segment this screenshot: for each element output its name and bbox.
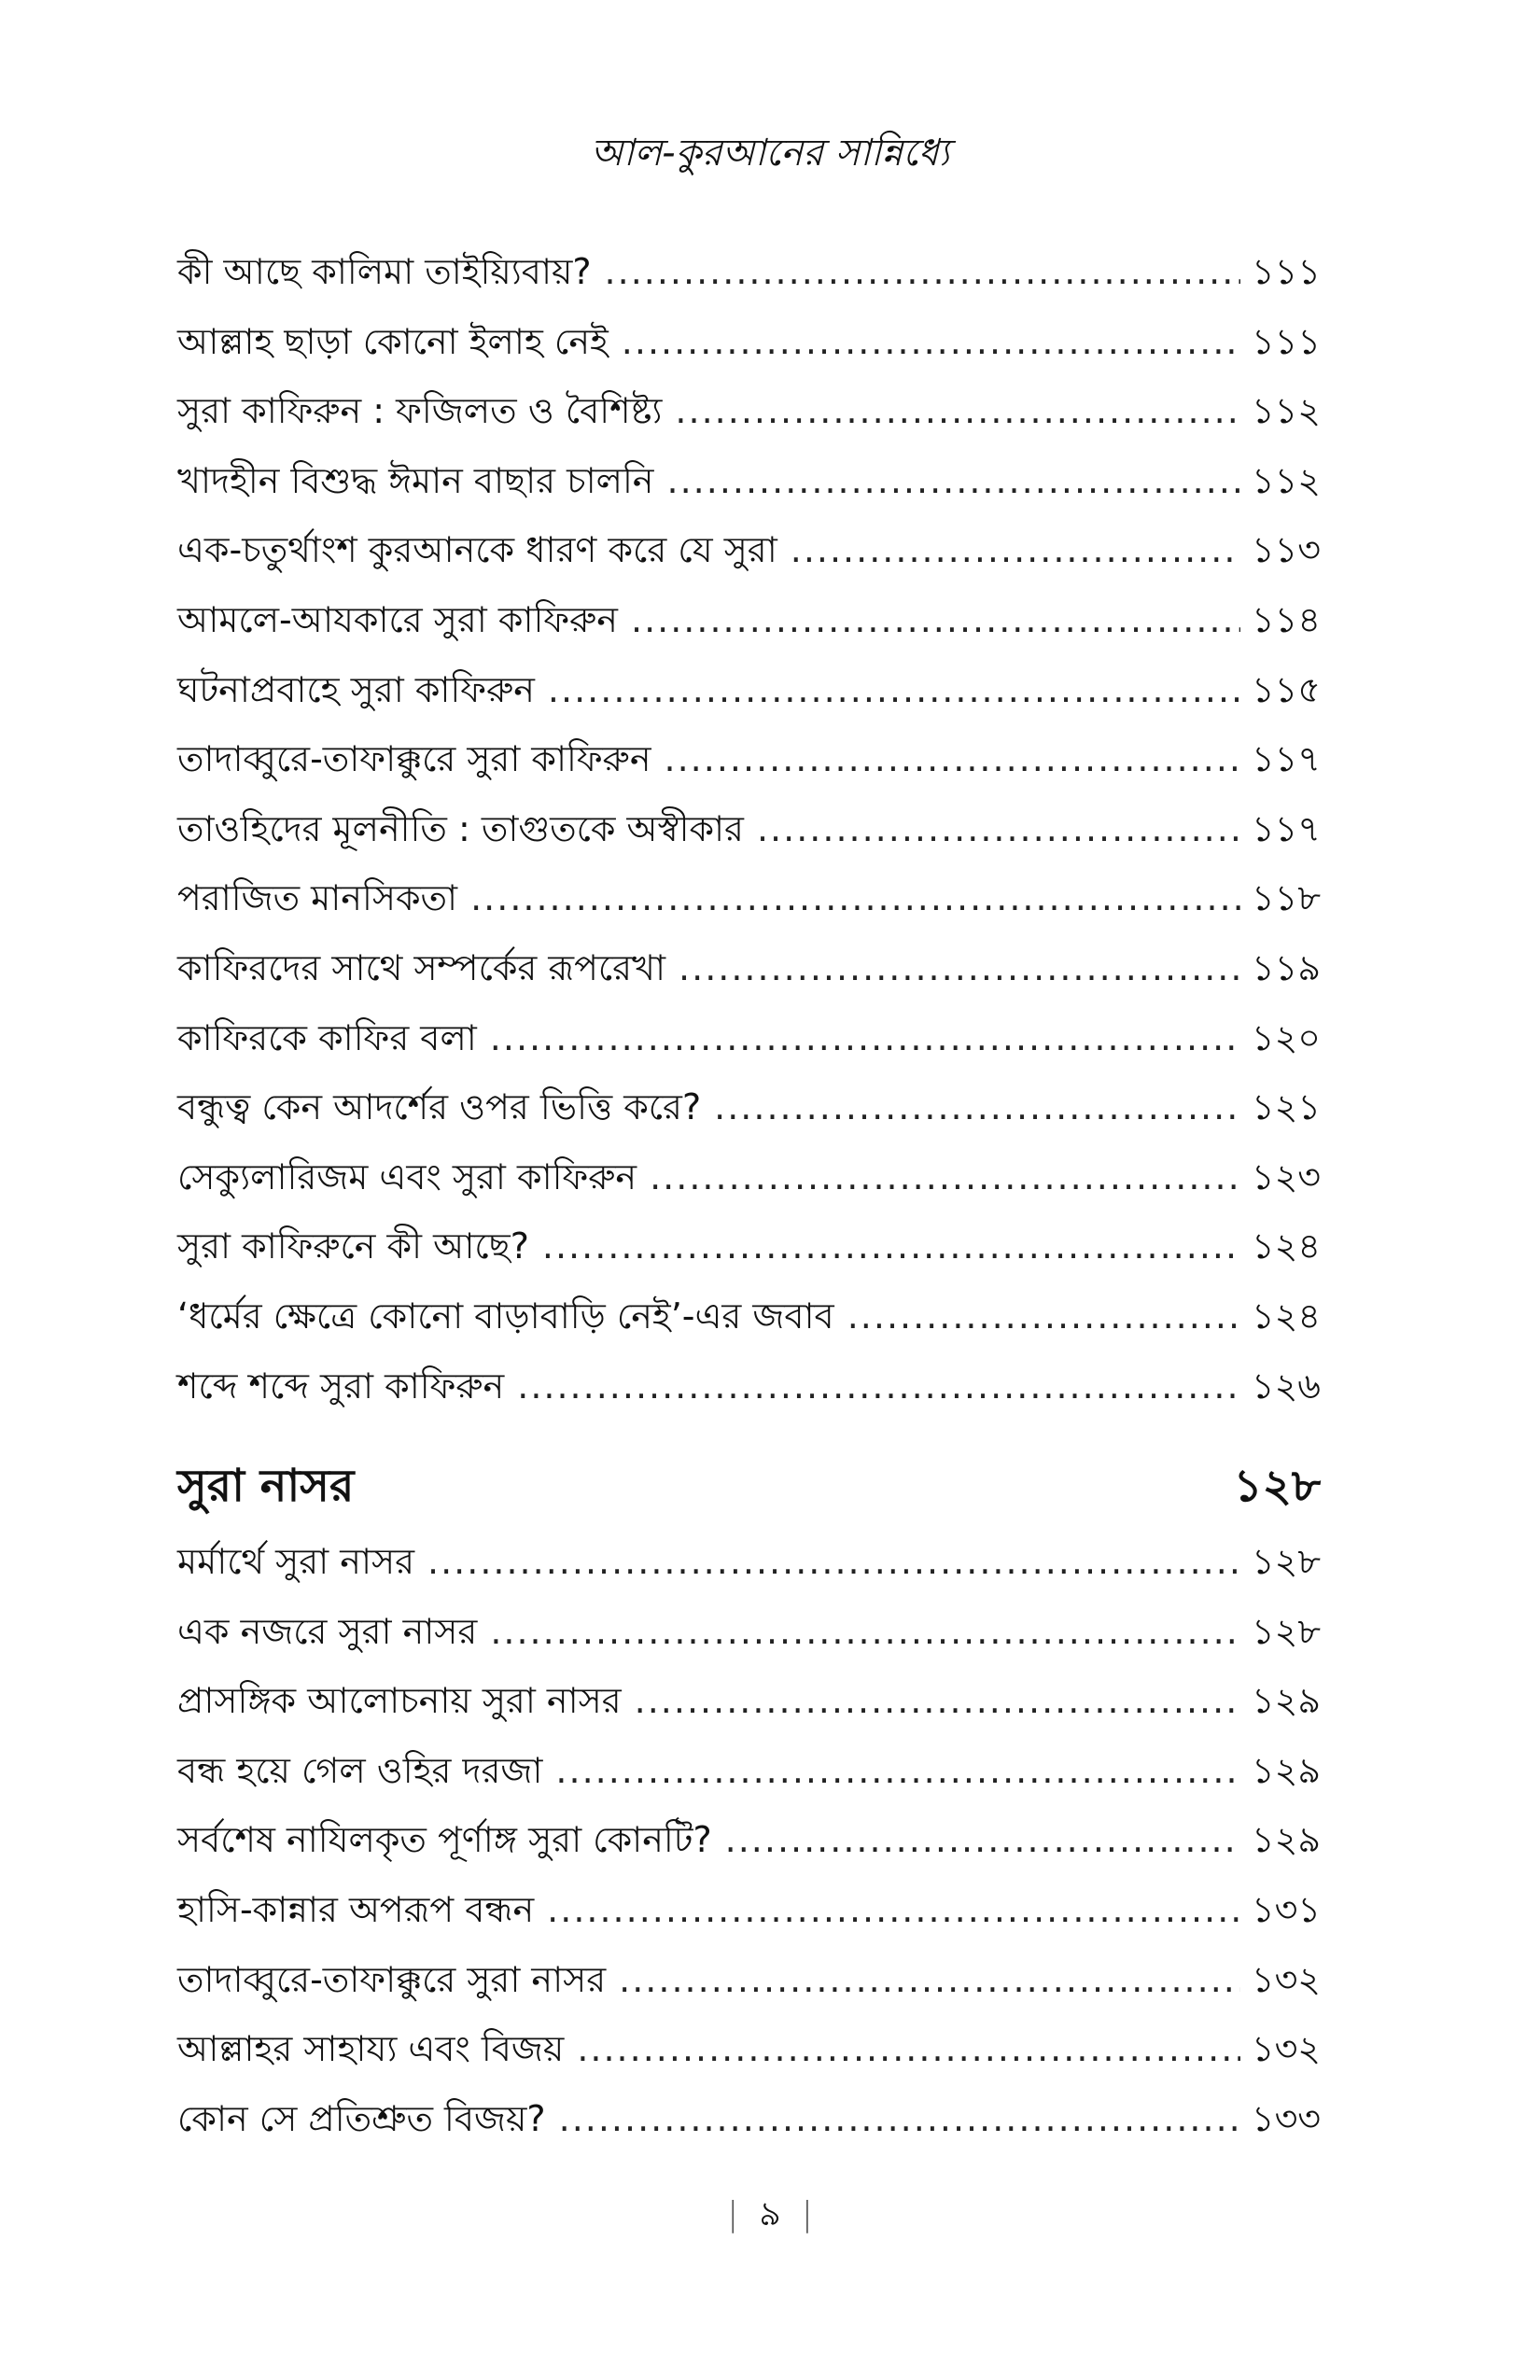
toc-entry-title: কাফিরকে কাফির বলা: [177, 1016, 477, 1058]
toc-entry-title: বন্ধুত্ব কেন আদর্শের ওপর ভিত্তি করে?: [177, 1086, 702, 1128]
page-number: ৯: [759, 2195, 781, 2233]
toc-entry-page: ১২৯: [1251, 1749, 1321, 1791]
dot-leader: [665, 738, 1240, 779]
toc-entry-page: ১২৬: [1251, 1365, 1321, 1407]
toc-entry-title: কোন সে প্রতিশ্রুত বিজয়?: [177, 2097, 546, 2139]
toc-entry[interactable]: [177, 1359, 1321, 1429]
toc-entry-page: ১১৭: [1251, 807, 1321, 849]
toc-entry[interactable]: [177, 1219, 1321, 1289]
toc-entry[interactable]: [177, 593, 1321, 663]
dot-leader: [622, 321, 1240, 362]
dot-leader: [635, 1680, 1240, 1721]
toc-entry[interactable]: [177, 941, 1321, 1011]
toc-entry-title: এক-চতুর্থাংশ কুরআনকে ধারণ করে যে সুরা: [177, 529, 777, 571]
toc-entry[interactable]: [177, 1289, 1321, 1359]
dot-leader: [714, 1086, 1240, 1127]
toc-entry[interactable]: [177, 384, 1321, 454]
toc-entry-page: ১২৮: [1251, 1610, 1321, 1652]
toc-entry[interactable]: [177, 523, 1321, 593]
toc-entry-page: ১২৯: [1251, 1680, 1321, 1722]
toc-entry[interactable]: [177, 1813, 1321, 1883]
toc-entry[interactable]: [177, 1953, 1321, 2023]
toc-entry[interactable]: [177, 732, 1321, 802]
toc-entry[interactable]: [177, 1604, 1321, 1674]
toc-entry-page: ১১২: [1251, 459, 1321, 501]
toc-entry-title: তাদাব্বুরে-তাফাক্কুরে সুরা নাসর: [177, 1958, 607, 2000]
dot-leader: [577, 2028, 1240, 2069]
toc-entry-title: বন্ধ হয়ে গেল ওহির দরজা: [177, 1749, 543, 1791]
dot-leader: [490, 1611, 1240, 1652]
toc-entry-title: ‘ধর্মের ক্ষেত্রে কোনো বাড়াবাড়ি নেই’-এর জবাব: [177, 1295, 834, 1337]
toc-entry[interactable]: [177, 315, 1321, 385]
dot-leader: [470, 877, 1240, 918]
toc-entry-page: ১৩২: [1251, 1958, 1321, 2000]
toc-entry-page: ১১২: [1251, 390, 1321, 432]
toc-entry-page: ১১৭: [1251, 738, 1321, 780]
toc-entry-page: ১৩১: [1251, 1889, 1321, 1931]
toc-entry[interactable]: [177, 2022, 1321, 2092]
toc-entry-page: ১২৯: [1251, 1819, 1321, 1861]
section-page: ১২৮: [1233, 1460, 1321, 1513]
toc-entry[interactable]: [177, 245, 1321, 315]
toc-entry-title: ঘটনাপ্রবাহে সুরা কাফিরুন: [177, 668, 535, 710]
toc-entry-page: ১১১: [1252, 251, 1321, 292]
dot-leader: [757, 808, 1240, 849]
dot-leader: [675, 390, 1240, 431]
toc-entry-page: ১২১: [1251, 1086, 1321, 1128]
toc-entry-page: ১১৩: [1251, 529, 1321, 571]
toc-entry-title: কী আছে কালিমা তাইয়্যিবায়?: [177, 251, 592, 292]
toc-entry-title: তাদাব্বুরে-তাফাক্কুরে সুরা কাফিরুন: [177, 738, 651, 780]
toc-entry-title: এক নজরে সুরা নাসর: [177, 1610, 478, 1652]
footer-divider-left: |: [727, 2195, 739, 2233]
toc-section-heading[interactable]: [177, 1452, 1321, 1534]
dot-leader: [490, 1017, 1240, 1058]
toc-entry-title: সেক্যুলারিজম এবং সুরা কাফিরুন: [177, 1155, 637, 1197]
toc-entry-page: ১২৪: [1251, 1225, 1321, 1267]
toc-entry-title: শব্দে শব্দে সুরা কাফিরুন: [177, 1365, 505, 1407]
toc-entry[interactable]: [177, 1080, 1321, 1150]
toc-entry-page: ১১১: [1252, 320, 1321, 362]
toc-entry[interactable]: [177, 1743, 1321, 1813]
dot-leader: [517, 1365, 1240, 1407]
dot-leader: [605, 251, 1240, 292]
toc-entry[interactable]: [177, 1883, 1321, 1953]
toc-entry-title: খাদহীন বিশুদ্ধ ঈমান বাছার চালনি: [177, 459, 654, 501]
toc-entry-title: মর্মার্থে সুরা নাসর: [177, 1541, 414, 1583]
toc-group-b: [177, 1534, 1321, 2161]
dot-leader: [725, 1819, 1240, 1860]
toc-entry-title: প্রাসঙ্গিক আলোচনায় সুরা নাসর: [177, 1680, 622, 1722]
dot-leader: [547, 1889, 1240, 1930]
toc-entry-page: ১২৩: [1251, 1155, 1321, 1197]
toc-entry[interactable]: [177, 871, 1321, 941]
toc-entry[interactable]: [177, 1673, 1321, 1743]
toc-entry-page: ১১৯: [1252, 946, 1321, 988]
page-footer: [0, 2189, 1540, 2245]
toc-group-a: [177, 245, 1321, 1428]
dot-leader: [847, 1295, 1240, 1337]
toc-entry-page: ১১৫: [1252, 668, 1321, 710]
toc-entry-title: হাসি-কান্নার অপরূপ বন্ধন: [177, 1889, 535, 1931]
toc-entry-title: সুরা কাফিরুন : ফজিলত ও বৈশিষ্ট্য: [177, 390, 663, 432]
footer-divider-right: |: [801, 2195, 813, 2233]
dot-leader: [542, 1225, 1240, 1267]
toc-entry-title: সুরা কাফিরুনে কী আছে?: [177, 1225, 529, 1267]
toc-entry-title: কাফিরদের সাথে সম্পর্কের রূপরেখা: [177, 946, 666, 988]
toc-entry[interactable]: [177, 2092, 1321, 2162]
toc-entry-title: আমলে-আযকারে সুরা কাফিরুন: [177, 598, 618, 640]
toc-entry-page: ১১৮: [1252, 877, 1321, 919]
toc-entry-title: পরাজিত মানসিকতা: [177, 877, 458, 919]
dot-leader: [650, 1156, 1240, 1197]
toc-entry-title: সর্বশেষ নাযিলকৃত পূর্ণাঙ্গ সুরা কোনটি?: [177, 1819, 712, 1861]
dot-leader: [548, 669, 1240, 710]
dot-leader: [619, 1959, 1240, 2000]
dot-leader: [791, 529, 1240, 570]
dot-leader: [631, 599, 1240, 640]
toc-entry[interactable]: [177, 1534, 1321, 1604]
running-header: আল-কুরআনের সান্নিধ্যে: [590, 132, 950, 175]
toc-entry[interactable]: [177, 802, 1321, 872]
dot-leader: [555, 1750, 1240, 1791]
toc-entry[interactable]: [177, 1011, 1321, 1081]
toc-entry-page: ১১৪: [1252, 598, 1321, 640]
toc-entry-page: ১২৮: [1251, 1541, 1321, 1583]
dot-leader: [667, 460, 1240, 501]
dot-leader: [559, 2098, 1240, 2139]
toc-entry[interactable]: [177, 663, 1321, 733]
toc-entry-title: তাওহিদের মূলনীতি : তাগুতকে অস্বীকার: [177, 807, 744, 849]
section-title: সুরা নাসর: [177, 1460, 355, 1513]
toc-entry-page: ১২৪: [1251, 1295, 1321, 1337]
toc-entry-page: ১৩২: [1251, 2028, 1321, 2070]
toc-entry-title: আল্লাহ ছাড়া কোনো ইলাহ নেই: [177, 320, 609, 362]
toc-entry-page: ১৩৩: [1251, 2097, 1321, 2139]
toc-entry[interactable]: [177, 454, 1321, 524]
dot-leader: [679, 947, 1240, 988]
toc-entry-title: আল্লাহর সাহায্য এবং বিজয়: [177, 2028, 565, 2070]
toc-entry[interactable]: [177, 1150, 1321, 1220]
dot-leader: [427, 1541, 1240, 1582]
toc-entry-page: ১২০: [1251, 1016, 1321, 1058]
table-of-contents: [177, 245, 1321, 2161]
